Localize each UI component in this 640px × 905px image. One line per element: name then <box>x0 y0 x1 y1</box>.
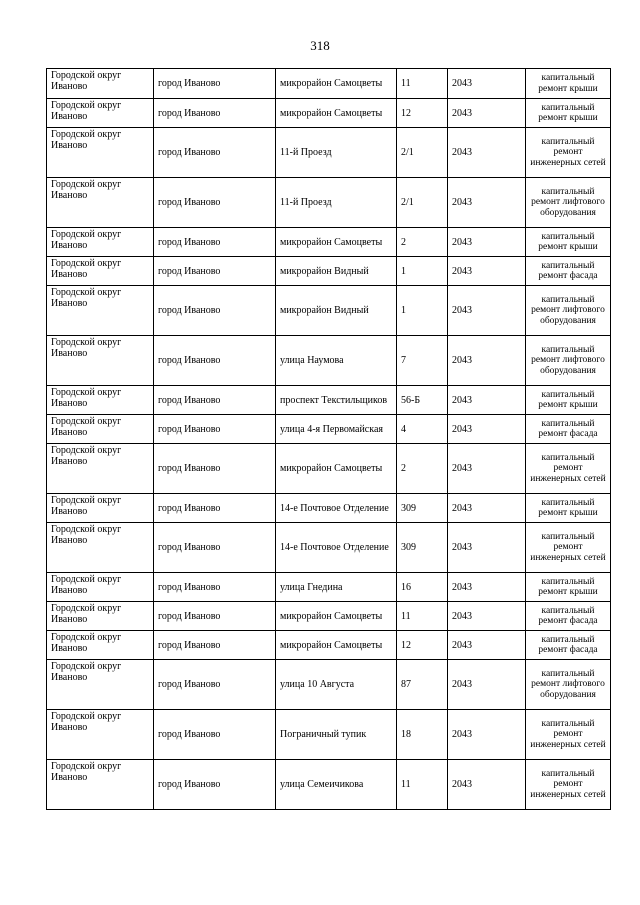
city-cell: город Иваново <box>154 128 276 178</box>
okrug-cell: Городской округ Иваново <box>47 631 154 660</box>
work-type-cell: капитальный ремонт лифтового оборудования <box>526 286 611 336</box>
okrug-cell: Городской округ Иваново <box>47 178 154 228</box>
street-cell: улица 4-я Первомайская <box>276 415 397 444</box>
table-row <box>47 710 611 760</box>
house-cell: 87 <box>397 660 448 710</box>
okrug-cell: Городской округ Иваново <box>47 660 154 710</box>
work-type-cell: капитальный ремонт инженерных сетей <box>526 128 611 178</box>
table-row <box>47 386 611 415</box>
city-cell: город Иваново <box>154 286 276 336</box>
city-cell: город Иваново <box>154 386 276 415</box>
table-row <box>47 257 611 286</box>
city-cell: город Иваново <box>154 178 276 228</box>
street-cell: улица Наумова <box>276 336 397 386</box>
street-cell: микрорайон Видный <box>276 257 397 286</box>
street-cell: микрорайон Самоцветы <box>276 444 397 494</box>
work-type-cell: капитальный ремонт крыши <box>526 494 611 523</box>
year-cell: 2043 <box>448 494 526 523</box>
street-cell: микрорайон Самоцветы <box>276 631 397 660</box>
city-cell: город Иваново <box>154 444 276 494</box>
work-type-cell: капитальный ремонт лифтового оборудования <box>526 660 611 710</box>
okrug-cell: Городской округ Иваново <box>47 602 154 631</box>
work-type-cell: капитальный ремонт крыши <box>526 228 611 257</box>
city-cell: город Иваново <box>154 760 276 810</box>
year-cell: 2043 <box>448 228 526 257</box>
city-cell: город Иваново <box>154 415 276 444</box>
table-row <box>47 660 611 710</box>
table-row <box>47 336 611 386</box>
year-cell: 2043 <box>448 573 526 602</box>
work-type-cell: капитальный ремонт лифтового оборудования <box>526 336 611 386</box>
repair-schedule-table <box>46 68 611 810</box>
year-cell: 2043 <box>448 415 526 444</box>
work-type-cell: капитальный ремонт крыши <box>526 573 611 602</box>
table-row <box>47 444 611 494</box>
okrug-cell: Городской округ Иваново <box>47 386 154 415</box>
table-row <box>47 415 611 444</box>
city-cell: город Иваново <box>154 99 276 128</box>
house-cell: 11 <box>397 602 448 631</box>
table-row <box>47 760 611 810</box>
year-cell: 2043 <box>448 386 526 415</box>
year-cell: 2043 <box>448 286 526 336</box>
table-row <box>47 99 611 128</box>
city-cell: город Иваново <box>154 257 276 286</box>
okrug-cell: Городской округ Иваново <box>47 69 154 99</box>
year-cell: 2043 <box>448 336 526 386</box>
street-cell: проспект Текстильщиков <box>276 386 397 415</box>
work-type-cell: капитальный ремонт инженерных сетей <box>526 523 611 573</box>
work-type-cell: капитальный ремонт крыши <box>526 99 611 128</box>
street-cell: 14-е Почтовое Отделение <box>276 523 397 573</box>
okrug-cell: Городской округ Иваново <box>47 760 154 810</box>
street-cell: 11-й Проезд <box>276 178 397 228</box>
table-row <box>47 286 611 336</box>
work-type-cell: капитальный ремонт инженерных сетей <box>526 444 611 494</box>
street-cell: улица Гнедина <box>276 573 397 602</box>
okrug-cell: Городской округ Иваново <box>47 415 154 444</box>
street-cell: микрорайон Самоцветы <box>276 602 397 631</box>
house-cell: 56-Б <box>397 386 448 415</box>
street-cell: улица Семеичикова <box>276 760 397 810</box>
city-cell: город Иваново <box>154 710 276 760</box>
city-cell: город Иваново <box>154 69 276 99</box>
table-row <box>47 573 611 602</box>
street-cell: микрорайон Самоцветы <box>276 69 397 99</box>
year-cell: 2043 <box>448 760 526 810</box>
okrug-cell: Городской округ Иваново <box>47 286 154 336</box>
house-cell: 7 <box>397 336 448 386</box>
okrug-cell: Городской округ Иваново <box>47 99 154 128</box>
work-type-cell: капитальный ремонт фасада <box>526 257 611 286</box>
year-cell: 2043 <box>448 523 526 573</box>
table-row <box>47 228 611 257</box>
okrug-cell: Городской округ Иваново <box>47 573 154 602</box>
house-cell: 11 <box>397 69 448 99</box>
city-cell: город Иваново <box>154 336 276 386</box>
work-type-cell: капитальный ремонт крыши <box>526 386 611 415</box>
table-row <box>47 602 611 631</box>
page-number: 318 <box>310 38 330 53</box>
house-cell: 2/1 <box>397 128 448 178</box>
work-type-cell: капитальный ремонт фасада <box>526 602 611 631</box>
house-cell: 309 <box>397 523 448 573</box>
year-cell: 2043 <box>448 631 526 660</box>
table-row <box>47 69 611 99</box>
okrug-cell: Городской округ Иваново <box>47 523 154 573</box>
city-cell: город Иваново <box>154 660 276 710</box>
year-cell: 2043 <box>448 660 526 710</box>
table-row <box>47 523 611 573</box>
year-cell: 2043 <box>448 178 526 228</box>
work-type-cell: капитальный ремонт фасада <box>526 631 611 660</box>
house-cell: 16 <box>397 573 448 602</box>
house-cell: 18 <box>397 710 448 760</box>
year-cell: 2043 <box>448 710 526 760</box>
table-row <box>47 631 611 660</box>
house-cell: 309 <box>397 494 448 523</box>
house-cell: 2 <box>397 444 448 494</box>
year-cell: 2043 <box>448 99 526 128</box>
year-cell: 2043 <box>448 257 526 286</box>
okrug-cell: Городской округ Иваново <box>47 228 154 257</box>
street-cell: улица 10 Августа <box>276 660 397 710</box>
city-cell: город Иваново <box>154 573 276 602</box>
street-cell: микрорайон Видный <box>276 286 397 336</box>
okrug-cell: Городской округ Иваново <box>47 710 154 760</box>
okrug-cell: Городской округ Иваново <box>47 257 154 286</box>
city-cell: город Иваново <box>154 494 276 523</box>
year-cell: 2043 <box>448 444 526 494</box>
house-cell: 2 <box>397 228 448 257</box>
table-row <box>47 494 611 523</box>
house-cell: 2/1 <box>397 178 448 228</box>
house-cell: 1 <box>397 257 448 286</box>
street-cell: микрорайон Самоцветы <box>276 99 397 128</box>
house-cell: 12 <box>397 631 448 660</box>
work-type-cell: капитальный ремонт инженерных сетей <box>526 710 611 760</box>
city-cell: город Иваново <box>154 602 276 631</box>
street-cell: Пограничный тупик <box>276 710 397 760</box>
city-cell: город Иваново <box>154 523 276 573</box>
work-type-cell: капитальный ремонт инженерных сетей <box>526 760 611 810</box>
house-cell: 1 <box>397 286 448 336</box>
street-cell: 14-е Почтовое Отделение <box>276 494 397 523</box>
house-cell: 11 <box>397 760 448 810</box>
street-cell: микрорайон Самоцветы <box>276 228 397 257</box>
city-cell: город Иваново <box>154 631 276 660</box>
work-type-cell: капитальный ремонт лифтового оборудования <box>526 178 611 228</box>
table-row <box>47 128 611 178</box>
year-cell: 2043 <box>448 602 526 631</box>
table-row <box>47 178 611 228</box>
house-cell: 4 <box>397 415 448 444</box>
work-type-cell: капитальный ремонт фасада <box>526 415 611 444</box>
year-cell: 2043 <box>448 69 526 99</box>
okrug-cell: Городской округ Иваново <box>47 494 154 523</box>
work-type-cell: капитальный ремонт крыши <box>526 69 611 99</box>
okrug-cell: Городской округ Иваново <box>47 444 154 494</box>
okrug-cell: Городской округ Иваново <box>47 128 154 178</box>
okrug-cell: Городской округ Иваново <box>47 336 154 386</box>
street-cell: 11-й Проезд <box>276 128 397 178</box>
city-cell: город Иваново <box>154 228 276 257</box>
house-cell: 12 <box>397 99 448 128</box>
year-cell: 2043 <box>448 128 526 178</box>
